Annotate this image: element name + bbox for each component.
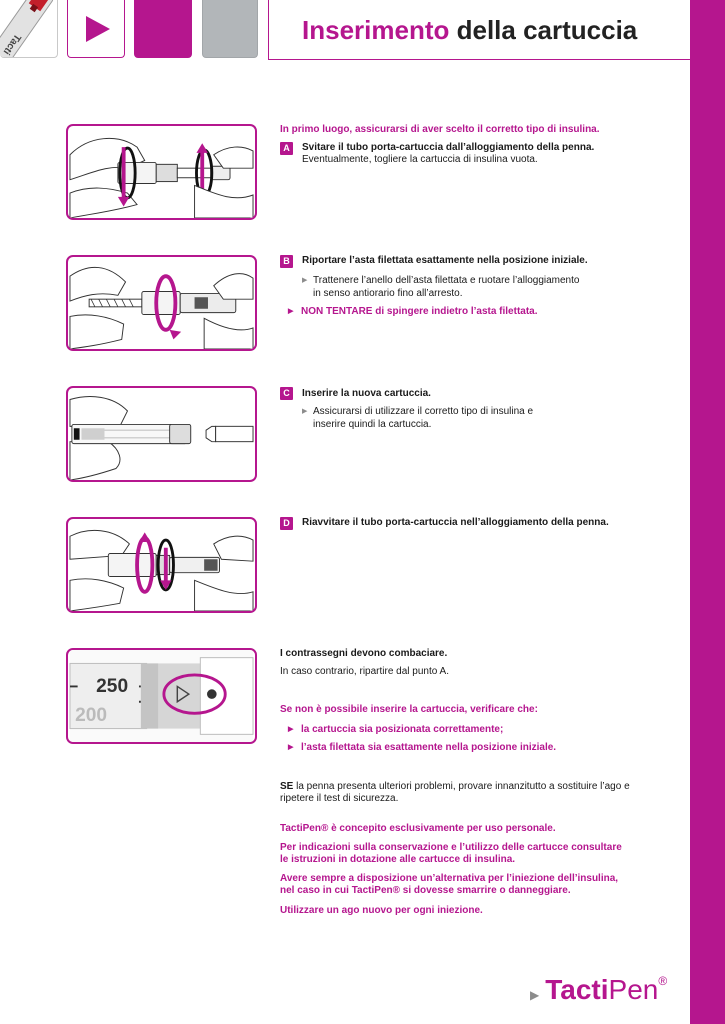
play-tab[interactable]	[67, 0, 125, 58]
step-c-instruction-line2: inserire quindi la cartuccia.	[313, 418, 432, 430]
illustration-step-d	[66, 517, 257, 613]
unscrew-cartridge-illustration	[68, 126, 255, 218]
alignment-markings-illustration	[68, 650, 255, 742]
brand-registered: ®	[658, 974, 668, 988]
page-title	[302, 15, 637, 46]
step-b-warning	[288, 306, 538, 319]
note-alternative-line2: nel caso in cui TactiPen® si dovesse smarrire o danneggiare.	[280, 885, 571, 896]
step-c-badge: C	[280, 387, 293, 400]
side-color-bar	[690, 0, 725, 1024]
step-d-title: Riavvitare il tubo porta-cartuccia nell’alloggiamento della penna.	[302, 517, 609, 528]
step-b-badge: B	[280, 255, 293, 268]
problems-bold: SE	[280, 781, 294, 792]
note-new-needle: Utilizzare un ago nuovo per ogni iniezione.	[280, 905, 483, 916]
problems-rest: la penna presenta ulteriori problemi, provare innanzitutto a sostituire l’ago e	[293, 781, 630, 792]
note-personal-use: TactiPen® è concepito esclusivamente per uso personale.	[280, 823, 556, 834]
step-a-title: Svitare il tubo porta-cartuccia dall’alloggiamento della penna.	[302, 142, 595, 153]
check-item-2	[288, 742, 556, 755]
check-intro: Se non è possibile inserire la cartuccia, verificare che:	[280, 704, 538, 715]
intro-text: In primo luogo, assicurarsi di aver scelto il corretto tipo di insulina.	[280, 124, 600, 135]
insert-cartridge-illustration	[68, 388, 255, 480]
step-b-instruction-line2: in senso antiorario fino all’arresto.	[313, 287, 463, 299]
illustration-step-a	[66, 124, 257, 220]
scale-label-bottom: 200	[75, 704, 108, 726]
step-b-warning-text: NON TENTARE di spingere indietro l’asta filettata.	[301, 306, 538, 317]
step-b-title: Riportare l’asta filettata esattamente nella posizione iniziale.	[302, 255, 588, 266]
step-c-instruction-line1: ▶ Assicurarsi di utilizzare il corretto tipo di insulina e	[313, 406, 534, 417]
rescrew-cartridge-illustration	[68, 519, 255, 611]
step-a-text: Eventualmente, togliere la cartuccia di insulina vuota.	[302, 154, 538, 165]
step-b-instruction	[302, 275, 579, 300]
illustration-step-c	[66, 386, 257, 482]
step-b-instruction-line1: ▶ Trattenere l’anello dell’asta filettata e ruotare l’alloggiamento	[313, 275, 580, 286]
check-item-1-text: la cartuccia sia posizionata correttamente;	[301, 724, 504, 735]
play-icon	[68, 0, 126, 58]
illustration-markings	[66, 648, 257, 744]
markings-title: I contrassegni devono combaciare.	[280, 648, 448, 659]
page-title-highlight: Inserimento	[302, 15, 450, 45]
brand-logo	[530, 974, 667, 1006]
reset-rod-illustration	[68, 257, 255, 349]
pen-logo-icon	[0, 0, 58, 58]
section-tab-grey[interactable]	[202, 0, 258, 58]
triangle-right-icon: ▶	[530, 987, 540, 1002]
note-storage-line2: le istruzioni in dotazione alle cartucce di insulina.	[280, 854, 516, 865]
logo-text: Tacti	[0, 31, 23, 57]
markings-text: In caso contrario, ripartire dal punto A.	[280, 666, 449, 677]
logo-tab	[0, 0, 58, 58]
problems-line2: ripetere il test di sicurezza.	[280, 793, 399, 804]
note-alternative-line1: Avere sempre a disposizione un’alternativa per l’iniezione dell’insulina,	[280, 873, 619, 884]
brand-part2: Pen	[608, 974, 659, 1005]
step-c-title: Inserire la nuova cartuccia.	[302, 388, 431, 399]
scale-label-top: 250	[96, 676, 129, 698]
step-d-badge: D	[280, 517, 293, 530]
check-item-2-text: l’asta filettata sia esattamente nella posizione iniziale.	[301, 742, 557, 753]
page-title-rest: della cartuccia	[449, 15, 638, 45]
illustration-step-b	[66, 255, 257, 351]
triangle-right-icon: ▶	[288, 744, 294, 751]
check-item-1	[288, 724, 503, 737]
step-c-instruction	[302, 406, 533, 431]
brand-part1: Tacti	[545, 974, 609, 1005]
problems-line1	[280, 781, 630, 794]
triangle-right-icon: ▶	[288, 308, 294, 315]
section-tab-magenta[interactable]	[134, 0, 192, 58]
triangle-right-icon: ▶	[288, 726, 294, 733]
note-storage-line1: Per indicazioni sulla conservazione e l’utilizzo delle cartucce consultare	[280, 842, 622, 853]
step-a-badge: A	[280, 142, 293, 155]
